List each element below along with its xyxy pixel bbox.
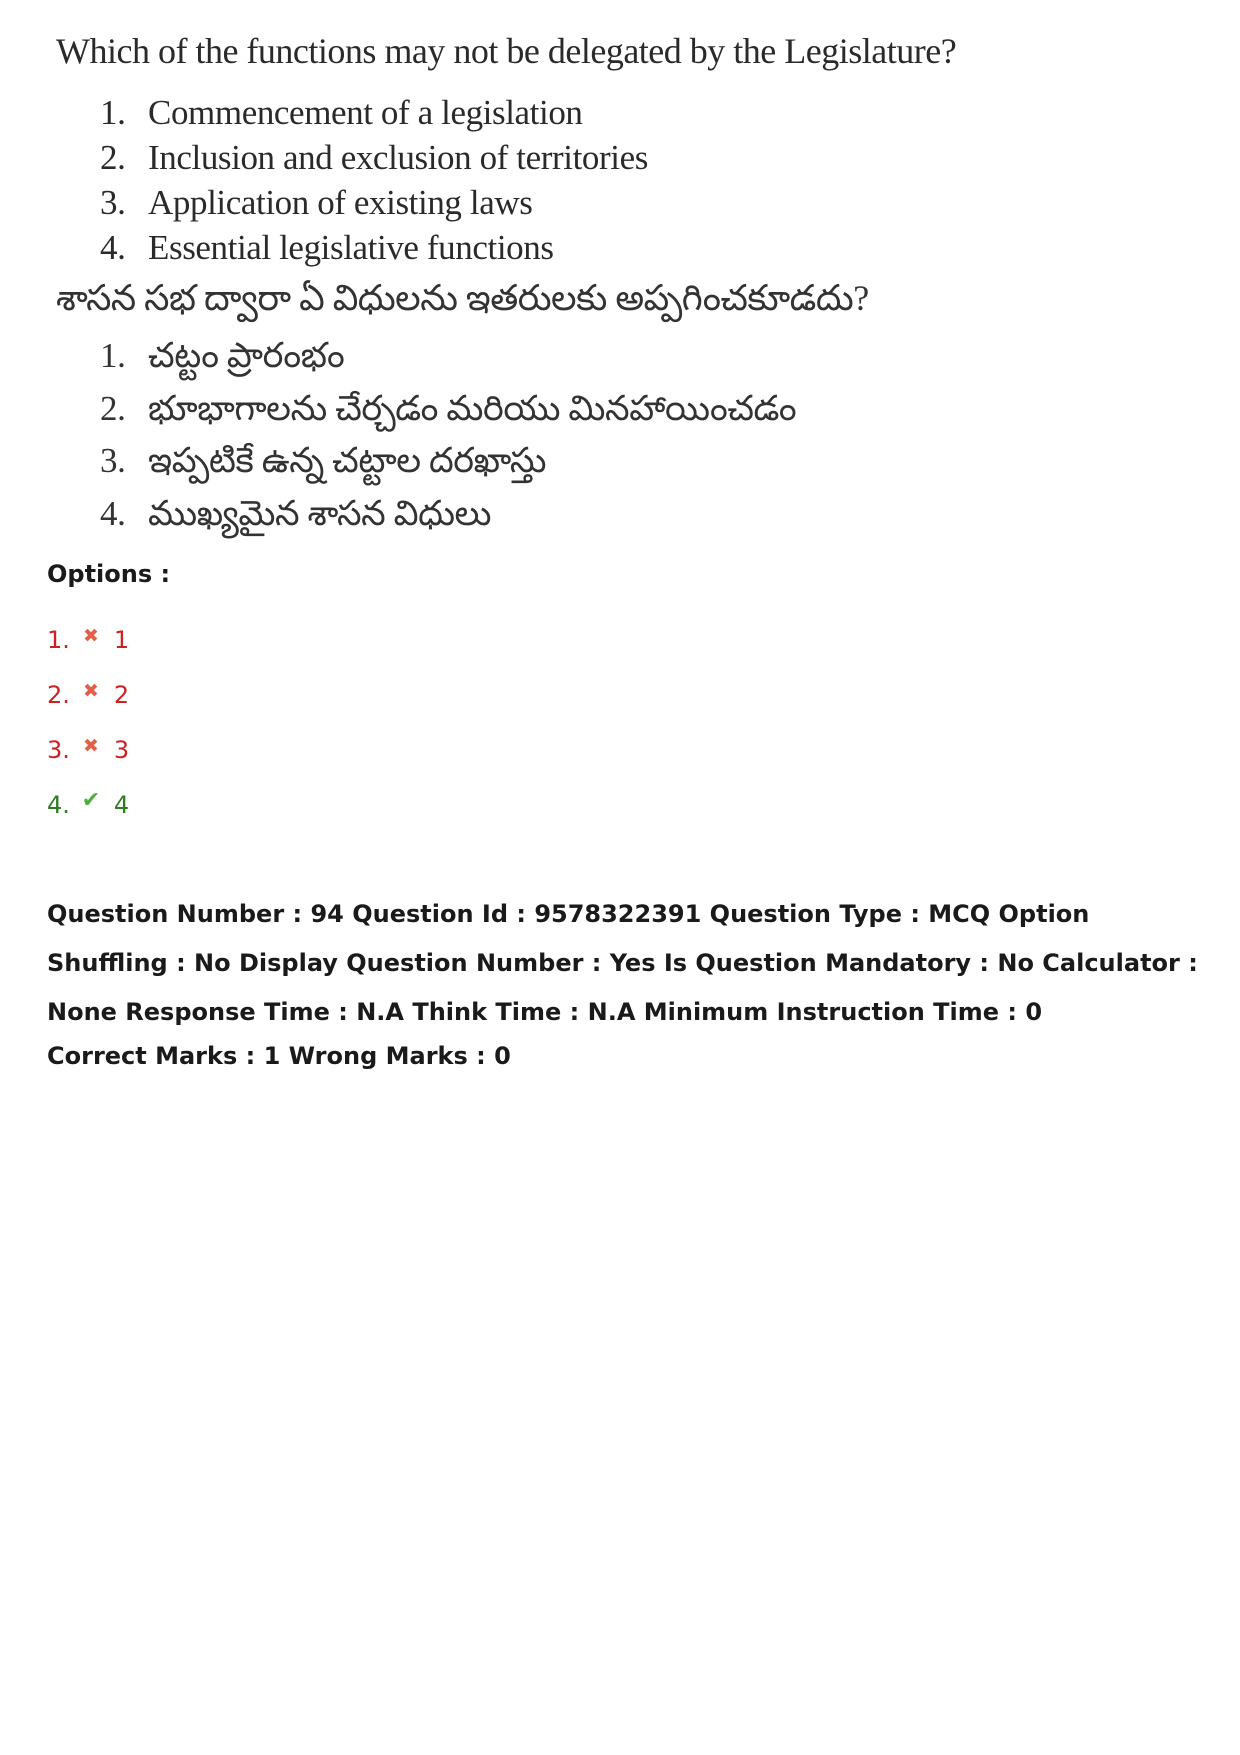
item-number: 1.	[100, 93, 126, 132]
cross-icon: ✖	[82, 679, 99, 702]
english-items-list	[100, 90, 648, 270]
option-item	[47, 722, 129, 777]
option-number: 1.	[47, 625, 70, 654]
english-item	[100, 135, 648, 180]
option-value: 1	[113, 625, 130, 654]
item-number: 4.	[100, 493, 126, 533]
question-metadata: Question Number : 94 Question Id : 9578322391 Question Type : MCQ Option Shuffling : No Display Question Number : Yes Is Question Mandatory : No Calculator : None Response Time : N.A Think Time : N.A Minimum Instruction Time : 0	[47, 900, 1198, 1026]
item-text: భూభాగాలను చేర్చడం మరియు మినహాయించడం	[148, 388, 797, 428]
cross-icon: ✖	[82, 734, 99, 757]
item-number: 2.	[100, 388, 126, 428]
item-text: ముఖ్యమైన శాసన విధులు	[148, 493, 492, 533]
item-number: 2.	[100, 138, 126, 177]
option-value: 3	[113, 735, 130, 764]
english-item	[100, 225, 648, 270]
item-number: 3.	[100, 441, 126, 480]
item-number: 4.	[100, 228, 126, 267]
options-label: Options :	[47, 560, 171, 588]
marks-info: Correct Marks : 1 Wrong Marks : 0	[47, 1042, 511, 1070]
item-number: 3.	[100, 183, 126, 222]
telugu-item	[100, 330, 796, 383]
telugu-item	[100, 435, 796, 488]
option-item	[47, 667, 129, 722]
item-text: చట్టం ప్రారంభం	[148, 336, 345, 375]
question-english-heading: Which of the functions may not be delegated by the Legislature?	[56, 31, 957, 71]
english-item	[100, 90, 648, 135]
option-number: 2.	[47, 680, 70, 709]
item-text: Essential legislative functions	[148, 228, 554, 267]
telugu-item	[100, 488, 796, 541]
option-number: 3.	[47, 735, 70, 764]
item-text: ఇప్పటికే ఉన్న చట్టాల దరఖాస్తు	[148, 441, 547, 480]
options-list	[47, 612, 129, 832]
telugu-items-list	[100, 330, 796, 540]
cross-icon: ✖	[82, 624, 99, 647]
item-text: Application of existing laws	[148, 183, 533, 222]
option-value: 4	[113, 790, 130, 819]
english-item	[100, 180, 648, 225]
option-item	[47, 777, 129, 832]
question-image	[48, 30, 957, 533]
question-telugu-heading: శాసన సభ ద్వారా ఏ విధులను ఇతరులకు అప్పగించకూడదు?	[56, 278, 869, 318]
option-item	[47, 612, 129, 667]
item-number: 1.	[100, 336, 126, 375]
item-text: Inclusion and exclusion of territories	[148, 138, 648, 177]
option-value: 2	[113, 680, 130, 709]
check-icon: ✔	[81, 788, 101, 813]
item-text: Commencement of a legislation	[148, 93, 583, 132]
option-number: 4.	[47, 790, 70, 819]
telugu-item	[100, 383, 796, 436]
